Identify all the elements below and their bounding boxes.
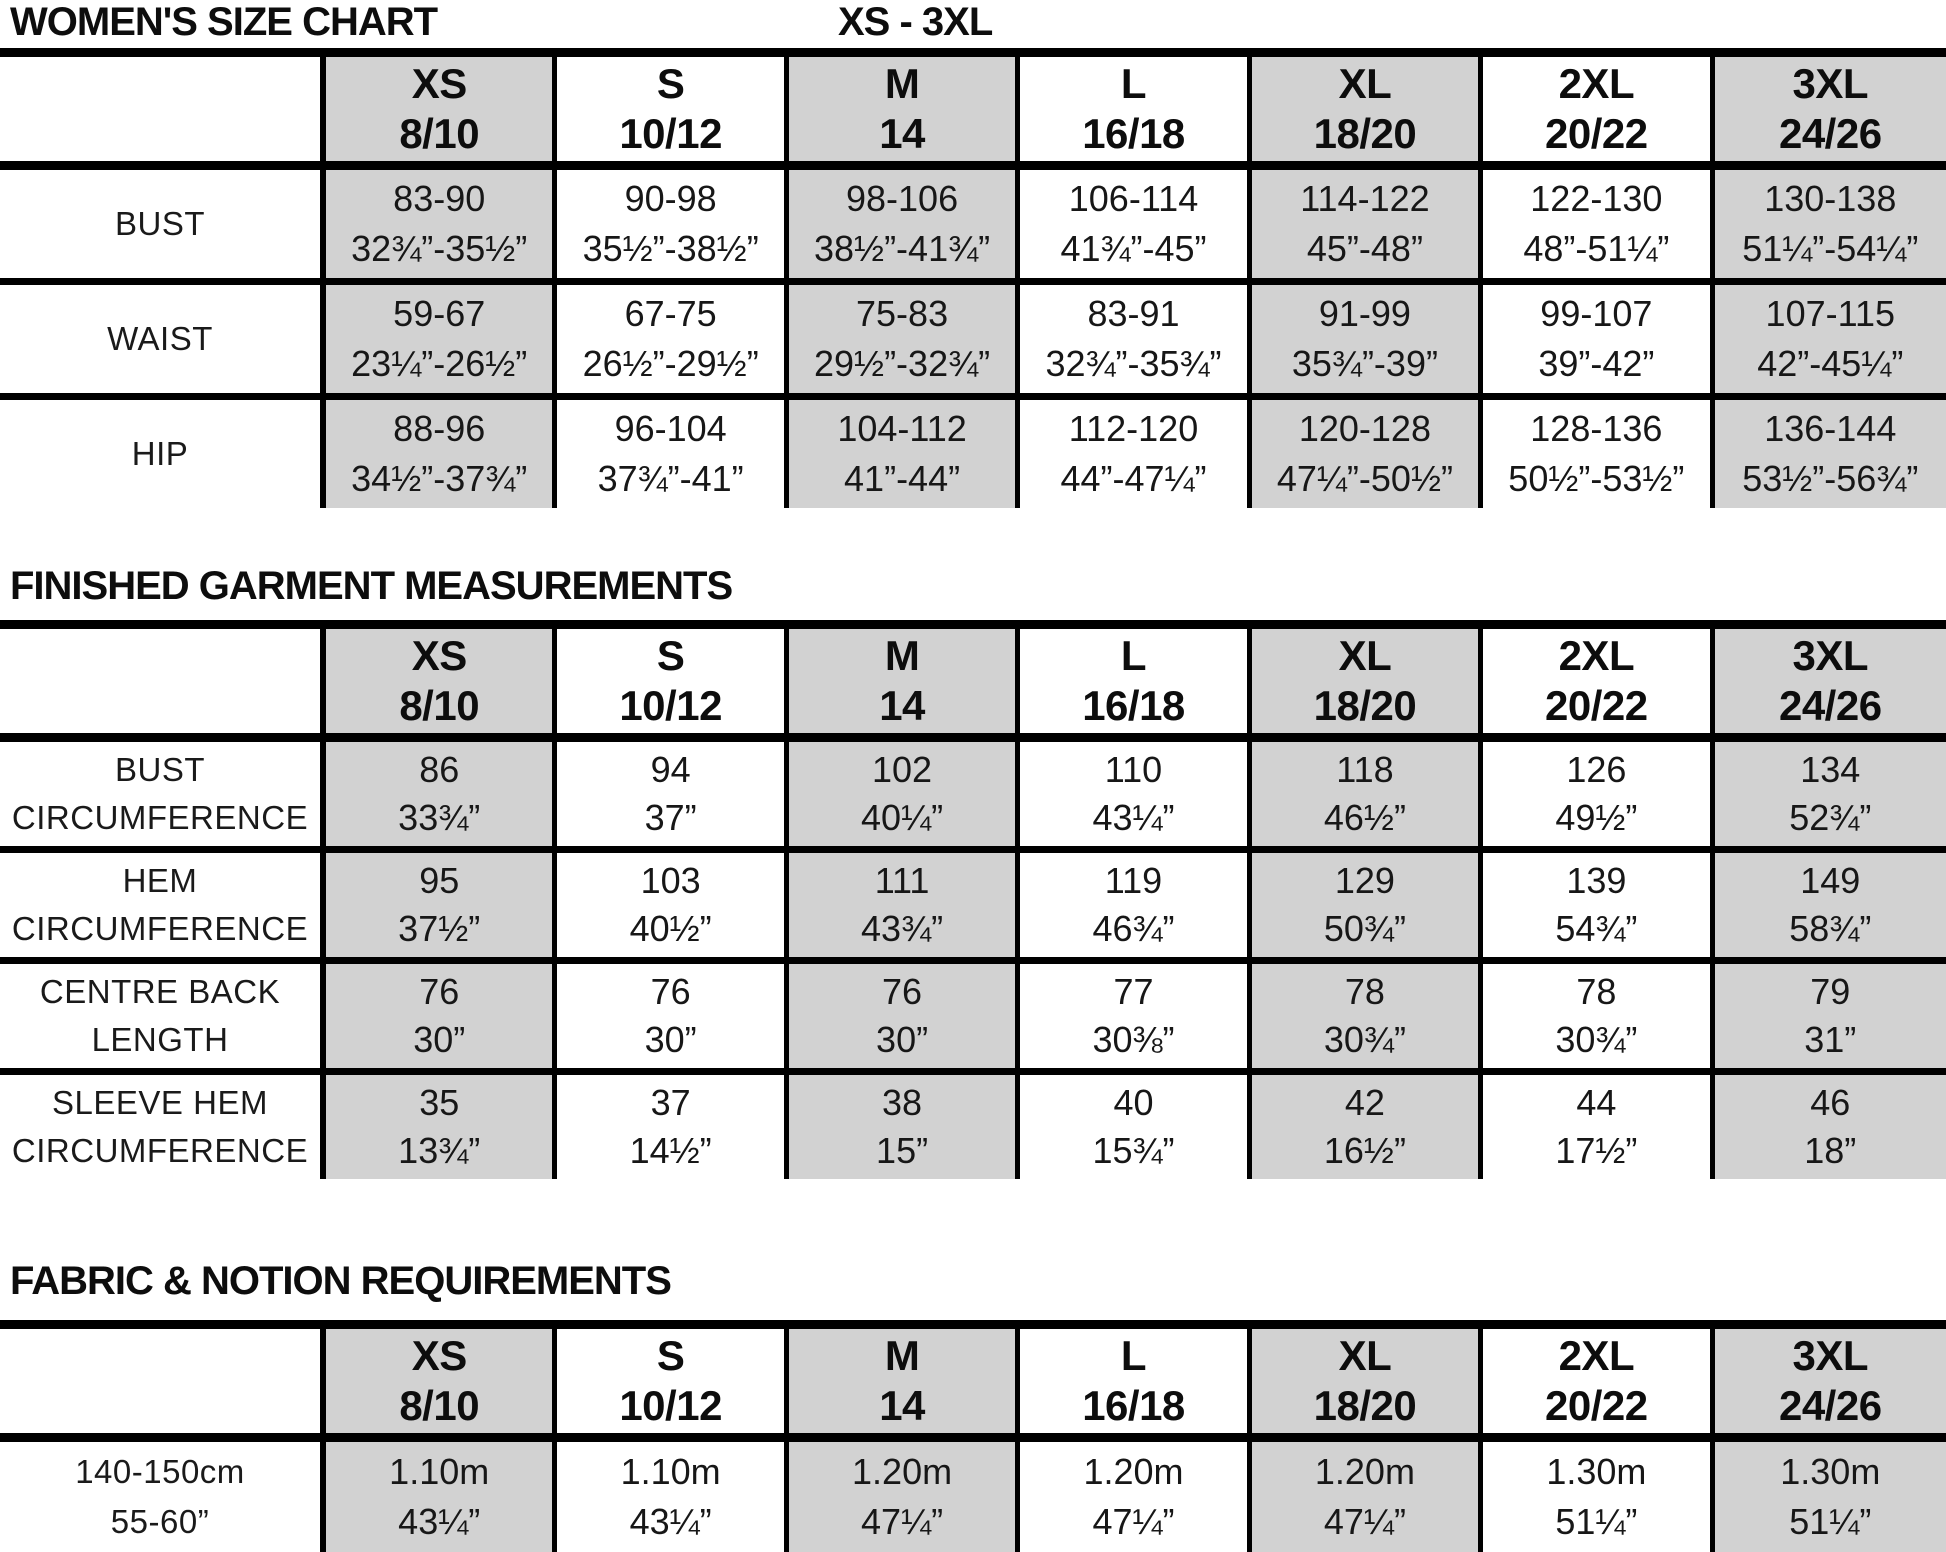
value-imperial: 51¼”-54¼” [1742,228,1919,269]
value-cell [1020,1075,1251,1179]
value-metric: 130-138 [1764,178,1897,219]
size-detail: 14 [879,1382,925,1430]
finished-garment-table [0,620,1946,1179]
value-cell [1715,285,1946,393]
section-title-fabric-notions: FABRIC & NOTION REQUIREMENTS [10,1259,671,1303]
row-label-line: WAIST [107,320,213,357]
value-imperial: 30” [876,1019,929,1061]
value-imperial: 30¾” [1555,1019,1638,1061]
size-detail: 16/18 [1082,1382,1185,1430]
size-header-m [789,629,1020,733]
size-detail: 18/20 [1313,110,1417,158]
row-label [0,285,326,393]
value-metric: 38 [882,1081,923,1123]
value-cell [789,742,1020,846]
page-header [0,0,1946,48]
size-header-3xl [1715,57,1946,161]
size-header-l [1020,629,1251,733]
header-row [0,629,1946,742]
table-row [0,1075,1946,1179]
value-imperial: 32¾”-35½” [351,228,528,269]
size-header-3xl [1715,629,1946,733]
size-detail: 10/12 [619,110,722,158]
row-label [0,853,326,957]
row-label-line: HIP [131,435,189,472]
value-imperial: 47¼” [1092,1501,1175,1543]
size-label: L [1120,59,1147,107]
row-label [0,1075,326,1179]
size-label: XL [1338,1331,1392,1379]
value-cell [789,400,1020,508]
size-header-xl [1252,629,1483,733]
row-label-line: 55-60” [110,1502,210,1540]
size-label: S [656,1331,685,1379]
size-detail: 16/18 [1082,110,1185,158]
value-cell [1252,400,1483,508]
value-metric: 103 [640,859,701,901]
value-imperial: 58¾” [1789,908,1872,950]
value-metric: 1.10m [620,1450,721,1492]
value-imperial: 16½” [1323,1130,1406,1172]
value-cell [1715,742,1946,846]
size-header-s [557,629,788,733]
value-metric: 35 [419,1081,460,1123]
value-imperial: 47¼” [1323,1501,1406,1543]
header-row [0,57,1946,170]
row-label-line: LENGTH [91,1020,229,1058]
size-label: S [656,631,685,679]
value-cell [1020,964,1251,1068]
value-cell [789,285,1020,393]
size-detail: 20/22 [1545,682,1648,730]
value-cell [326,742,557,846]
row-label-line: BUST [114,205,205,242]
value-imperial: 38½”-41¾” [814,228,991,269]
row-label-line: CIRCUMFERENCE [11,798,309,836]
size-detail: 18/20 [1313,1382,1417,1430]
size-label: 2XL [1558,631,1635,679]
value-metric: 107-115 [1765,293,1895,334]
value-imperial: 30” [413,1019,466,1061]
size-header-2xl [1483,57,1714,161]
row-label [0,1442,326,1552]
value-imperial: 39”-42” [1538,343,1655,384]
value-metric: 46 [1810,1081,1851,1123]
value-metric: 40 [1113,1081,1154,1123]
row-label-line: SLEEVE HEM [52,1084,268,1122]
value-imperial: 35½”-38½” [582,228,759,269]
value-cell [1715,400,1946,508]
value-imperial: 17½” [1555,1130,1638,1172]
value-metric: 75-83 [856,293,949,334]
value-imperial: 30⅜” [1092,1019,1175,1061]
value-cell [1715,964,1946,1068]
size-detail: 24/26 [1778,110,1882,158]
size-label: M [884,1331,920,1379]
size-header-xs [326,629,557,733]
size-detail: 8/10 [399,110,480,158]
value-imperial: 42”-45¼” [1757,343,1904,384]
table-row [0,964,1946,1075]
size-header-m [789,57,1020,161]
size-header-xl [1252,1329,1483,1433]
size-label: M [884,631,920,679]
value-cell [557,964,788,1068]
value-cell [1020,1442,1251,1552]
size-label: S [656,59,685,107]
size-header-2xl [1483,1329,1714,1433]
corner-cell [0,1329,326,1433]
value-imperial: 46½” [1323,797,1406,839]
value-cell [1252,285,1483,393]
value-metric: 118 [1336,748,1394,790]
size-detail: 16/18 [1082,682,1185,730]
value-cell [1483,742,1714,846]
value-metric: 1.30m [1780,1450,1881,1492]
value-metric: 149 [1800,859,1861,901]
value-metric: 88-96 [393,408,486,449]
value-cell [326,1442,557,1552]
value-metric: 114-122 [1300,178,1430,219]
value-cell [557,742,788,846]
value-imperial: 52¾” [1789,797,1872,839]
value-imperial: 48”-51¼” [1523,228,1670,269]
value-imperial: 37” [644,797,697,839]
size-detail: 8/10 [399,1382,480,1430]
size-label: 3XL [1792,631,1869,679]
value-metric: 90-98 [624,178,717,219]
value-metric: 136-144 [1764,408,1897,449]
value-cell [1483,853,1714,957]
table-row [0,742,1946,853]
value-metric: 1.20m [852,1450,953,1492]
table-row [0,1442,1946,1552]
value-imperial: 40½” [629,908,712,950]
value-cell [326,853,557,957]
value-cell [1715,1075,1946,1179]
value-metric: 122-130 [1530,178,1663,219]
value-imperial: 50¾” [1323,908,1406,950]
value-cell [1715,170,1946,278]
section-title-finished-garment: FINISHED GARMENT MEASUREMENTS [10,564,733,608]
size-detail: 14 [879,682,925,730]
value-metric: 119 [1104,859,1163,901]
value-imperial: 49½” [1555,797,1638,839]
value-cell [789,853,1020,957]
size-header-l [1020,57,1251,161]
value-imperial: 54¾” [1555,908,1638,950]
value-metric: 44 [1576,1081,1617,1123]
size-detail: 24/26 [1778,1382,1882,1430]
corner-cell [0,57,326,161]
value-cell [789,1075,1020,1179]
value-metric: 83-91 [1087,293,1180,334]
size-label: XS [411,631,467,679]
value-metric: 37 [650,1081,691,1123]
value-metric: 95 [419,859,460,901]
row-label-line: CIRCUMFERENCE [11,1131,309,1169]
size-detail: 10/12 [619,1382,722,1430]
fabric-notions-table [0,1320,1946,1552]
size-label: 2XL [1558,59,1635,107]
value-imperial: 47¼”-50½” [1276,458,1453,499]
value-imperial: 14½” [629,1130,712,1172]
value-cell [557,853,788,957]
value-metric: 76 [650,970,691,1012]
value-cell [1020,170,1251,278]
row-label-line: CENTRE BACK [39,973,281,1011]
size-header-xs [326,1329,557,1433]
value-metric: 1.30m [1546,1450,1647,1492]
value-imperial: 45”-48” [1306,228,1423,269]
value-metric: 1.10m [389,1450,490,1492]
value-metric: 98-106 [846,178,959,219]
value-cell [557,400,788,508]
value-metric: 94 [650,748,691,790]
value-imperial: 15¾” [1092,1130,1175,1172]
page-title: WOMEN'S SIZE CHART [10,0,438,44]
row-label [0,400,326,508]
row-label [0,742,326,846]
size-header-xs [326,57,557,161]
value-imperial: 43¾” [861,908,944,950]
size-label: L [1120,631,1147,679]
value-cell [1483,400,1714,508]
value-metric: 91-99 [1318,293,1411,334]
value-cell [557,170,788,278]
value-imperial: 30¾” [1323,1019,1406,1061]
value-imperial: 30” [644,1019,697,1061]
size-label: XS [411,59,467,107]
value-metric: 120-128 [1298,408,1431,449]
value-metric: 76 [882,970,923,1012]
value-cell [1252,742,1483,846]
value-cell [1252,853,1483,957]
value-imperial: 15” [876,1130,929,1172]
size-header-3xl [1715,1329,1946,1433]
value-cell [789,1442,1020,1552]
value-metric: 96-104 [614,408,727,449]
value-cell [326,1075,557,1179]
value-metric: 78 [1344,970,1385,1012]
value-metric: 134 [1800,748,1861,790]
size-detail: 8/10 [399,682,480,730]
value-cell [326,964,557,1068]
value-imperial: 26½”-29½” [582,343,759,384]
value-imperial: 41”-44” [844,458,961,499]
value-metric: 126 [1566,748,1627,790]
value-metric: 112-120 [1068,408,1199,449]
value-metric: 128-136 [1530,408,1663,449]
row-label [0,170,326,278]
value-cell [789,964,1020,1068]
size-detail: 18/20 [1313,682,1417,730]
value-cell [1252,1442,1483,1552]
corner-cell [0,629,326,733]
value-imperial: 37½” [398,908,481,950]
value-cell [1252,1075,1483,1179]
value-cell [1252,170,1483,278]
value-cell [326,400,557,508]
value-metric: 110 [1104,748,1163,790]
value-imperial: 46¾” [1092,908,1175,950]
size-range-label: XS - 3XL [838,0,993,44]
value-imperial: 40¼” [861,797,944,839]
value-metric: 104-112 [837,408,967,449]
size-detail: 20/22 [1545,110,1648,158]
value-cell [1715,1442,1946,1552]
size-label: M [884,59,920,107]
size-detail: 10/12 [619,682,722,730]
row-label-line: 140-150cm [75,1453,245,1491]
size-header-s [557,57,788,161]
value-cell [1483,170,1714,278]
size-label: XL [1338,631,1392,679]
row-label-line: HEM [122,862,198,900]
value-cell [557,1075,788,1179]
value-cell [557,1442,788,1552]
size-label: L [1120,1331,1147,1379]
value-imperial: 53½”-56¾” [1742,458,1919,499]
size-header-xl [1252,57,1483,161]
value-imperial: 35¾”-39” [1291,343,1438,384]
value-cell [789,170,1020,278]
value-metric: 1.20m [1314,1450,1415,1492]
size-header-l [1020,1329,1251,1433]
row-label-line: BUST [114,751,205,789]
value-metric: 86 [419,748,460,790]
value-metric: 42 [1344,1081,1385,1123]
value-imperial: 44”-47¼” [1060,458,1207,499]
value-cell [557,285,788,393]
value-cell [326,285,557,393]
value-cell [1715,853,1946,957]
value-imperial: 51¼” [1789,1501,1872,1543]
value-cell [1020,853,1251,957]
value-metric: 67-75 [624,293,717,334]
table-row [0,400,1946,508]
size-label: XL [1338,59,1392,107]
value-imperial: 13¾” [398,1130,481,1172]
value-metric: 59-67 [393,293,486,334]
value-imperial: 34½”-37¾” [351,458,528,499]
size-label: 3XL [1792,1331,1869,1379]
value-metric: 99-107 [1540,293,1653,334]
size-detail: 24/26 [1778,682,1882,730]
value-cell [1020,742,1251,846]
size-label: 2XL [1558,1331,1635,1379]
value-imperial: 31” [1804,1019,1857,1061]
value-cell [1020,285,1251,393]
value-metric: 102 [872,748,933,790]
value-imperial: 43¼” [398,1501,481,1543]
value-cell [1483,964,1714,1068]
value-imperial: 50½”-53½” [1508,458,1685,499]
value-imperial: 41¾”-45” [1060,228,1207,269]
value-imperial: 18” [1804,1130,1857,1172]
row-label [0,964,326,1068]
value-imperial: 43¼” [1092,797,1175,839]
value-imperial: 43¼” [629,1501,712,1543]
table-row [0,170,1946,285]
value-imperial: 29½”-32¾” [814,343,991,384]
value-metric: 129 [1334,859,1395,901]
value-imperial: 33¾” [398,797,481,839]
value-imperial: 47¼” [861,1501,944,1543]
value-imperial: 23¼”-26½” [351,343,528,384]
value-imperial: 51¼” [1555,1501,1638,1543]
value-metric: 77 [1113,970,1154,1012]
value-cell [326,170,557,278]
table-row [0,853,1946,964]
value-metric: 106-114 [1068,178,1199,219]
value-cell [1483,1442,1714,1552]
size-label: XS [411,1331,467,1379]
body-measurements-table [0,48,1946,508]
value-imperial: 32¾”-35¾” [1045,343,1222,384]
value-metric: 76 [419,970,460,1012]
header-row [0,1329,1946,1442]
value-metric: 83-90 [393,178,486,219]
value-cell [1483,285,1714,393]
value-cell [1252,964,1483,1068]
size-detail: 20/22 [1545,1382,1648,1430]
table-row [0,285,1946,400]
value-metric: 111 [874,859,930,901]
size-label: 3XL [1792,59,1869,107]
value-cell [1483,1075,1714,1179]
value-metric: 1.20m [1083,1450,1184,1492]
value-imperial: 37¾”-41” [597,458,744,499]
size-header-s [557,1329,788,1433]
size-header-2xl [1483,629,1714,733]
value-metric: 78 [1576,970,1617,1012]
row-label-line: CIRCUMFERENCE [11,909,309,947]
size-header-m [789,1329,1020,1433]
size-chart-tables [0,48,1946,1552]
value-cell [1020,400,1251,508]
value-metric: 79 [1810,970,1851,1012]
value-metric: 139 [1566,859,1627,901]
size-detail: 14 [879,110,925,158]
